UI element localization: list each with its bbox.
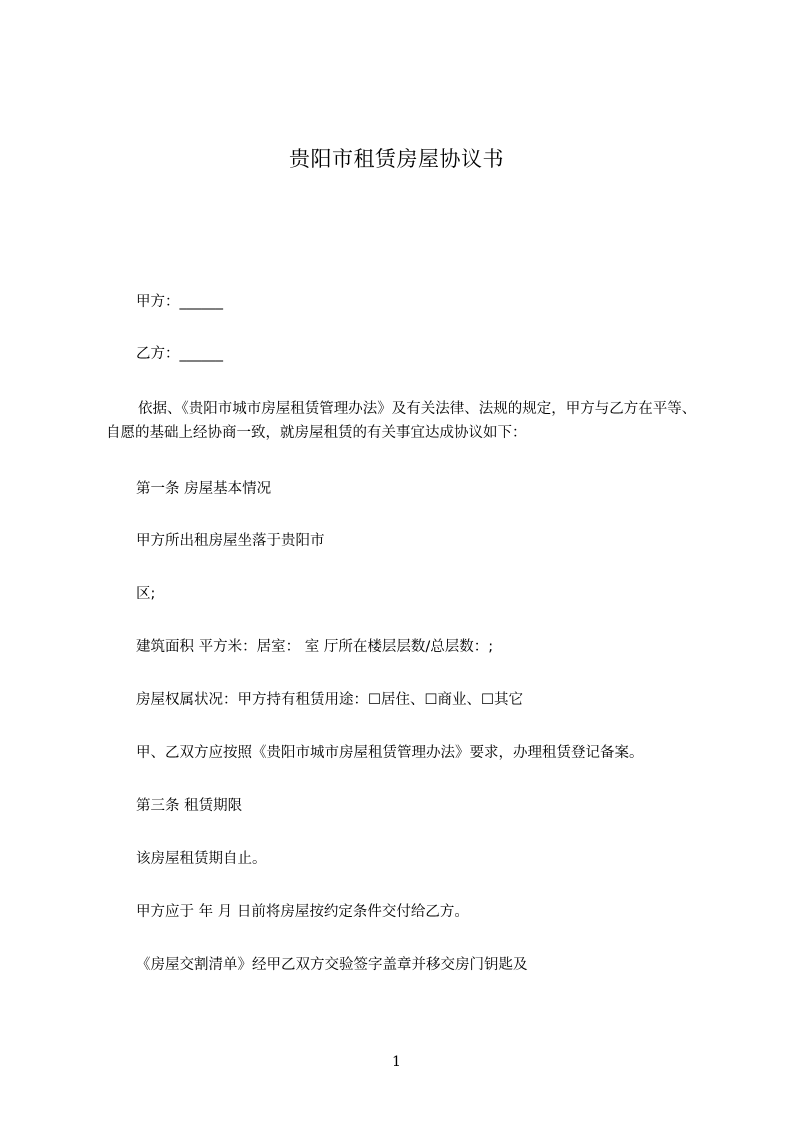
party-a-line: 甲方：______ [136,294,223,310]
registration-line: 甲、乙双方应按照《贵阳市城市房屋租赁管理办法》要求，办理租赁登记备案。 [136,745,644,761]
lease-term-line: 该房屋租赁期自止。 [136,851,267,867]
area-line: 建筑面积 平方米：居室： 室 厅所在楼层层数/总层数：; [136,639,494,655]
ownership-line: 房屋权属状况：甲方持有租赁用途：☐居住、☐商业、☐其它 [136,692,523,708]
district-line: 区; [136,586,156,602]
intro-paragraph: 依据、《贵阳市城市房屋租赁管理办法》及有关法律、法规的规定，甲方与乙方在平等、自愿的基础上经协商一致，就房屋租赁的有关事宜达成协议如下： [106,401,697,441]
party-b-line: 乙方：______ [136,346,223,362]
page-number: 1 [392,1054,401,1070]
document-title: 贵阳市租赁房屋协议书 [289,147,504,171]
delivery-line: 甲方应于 年 月 日前将房屋按约定条件交付给乙方。 [136,904,469,920]
article-1-heading: 第一条 房屋基本情况 [136,481,272,497]
handover-line: 《房屋交割清单》经甲乙双方交验签字盖章并移交房门钥匙及 [136,957,528,973]
article-3-heading: 第三条 租赁期限 [136,798,243,814]
location-line: 甲方所出租房屋坐落于贵阳市 [136,533,325,549]
